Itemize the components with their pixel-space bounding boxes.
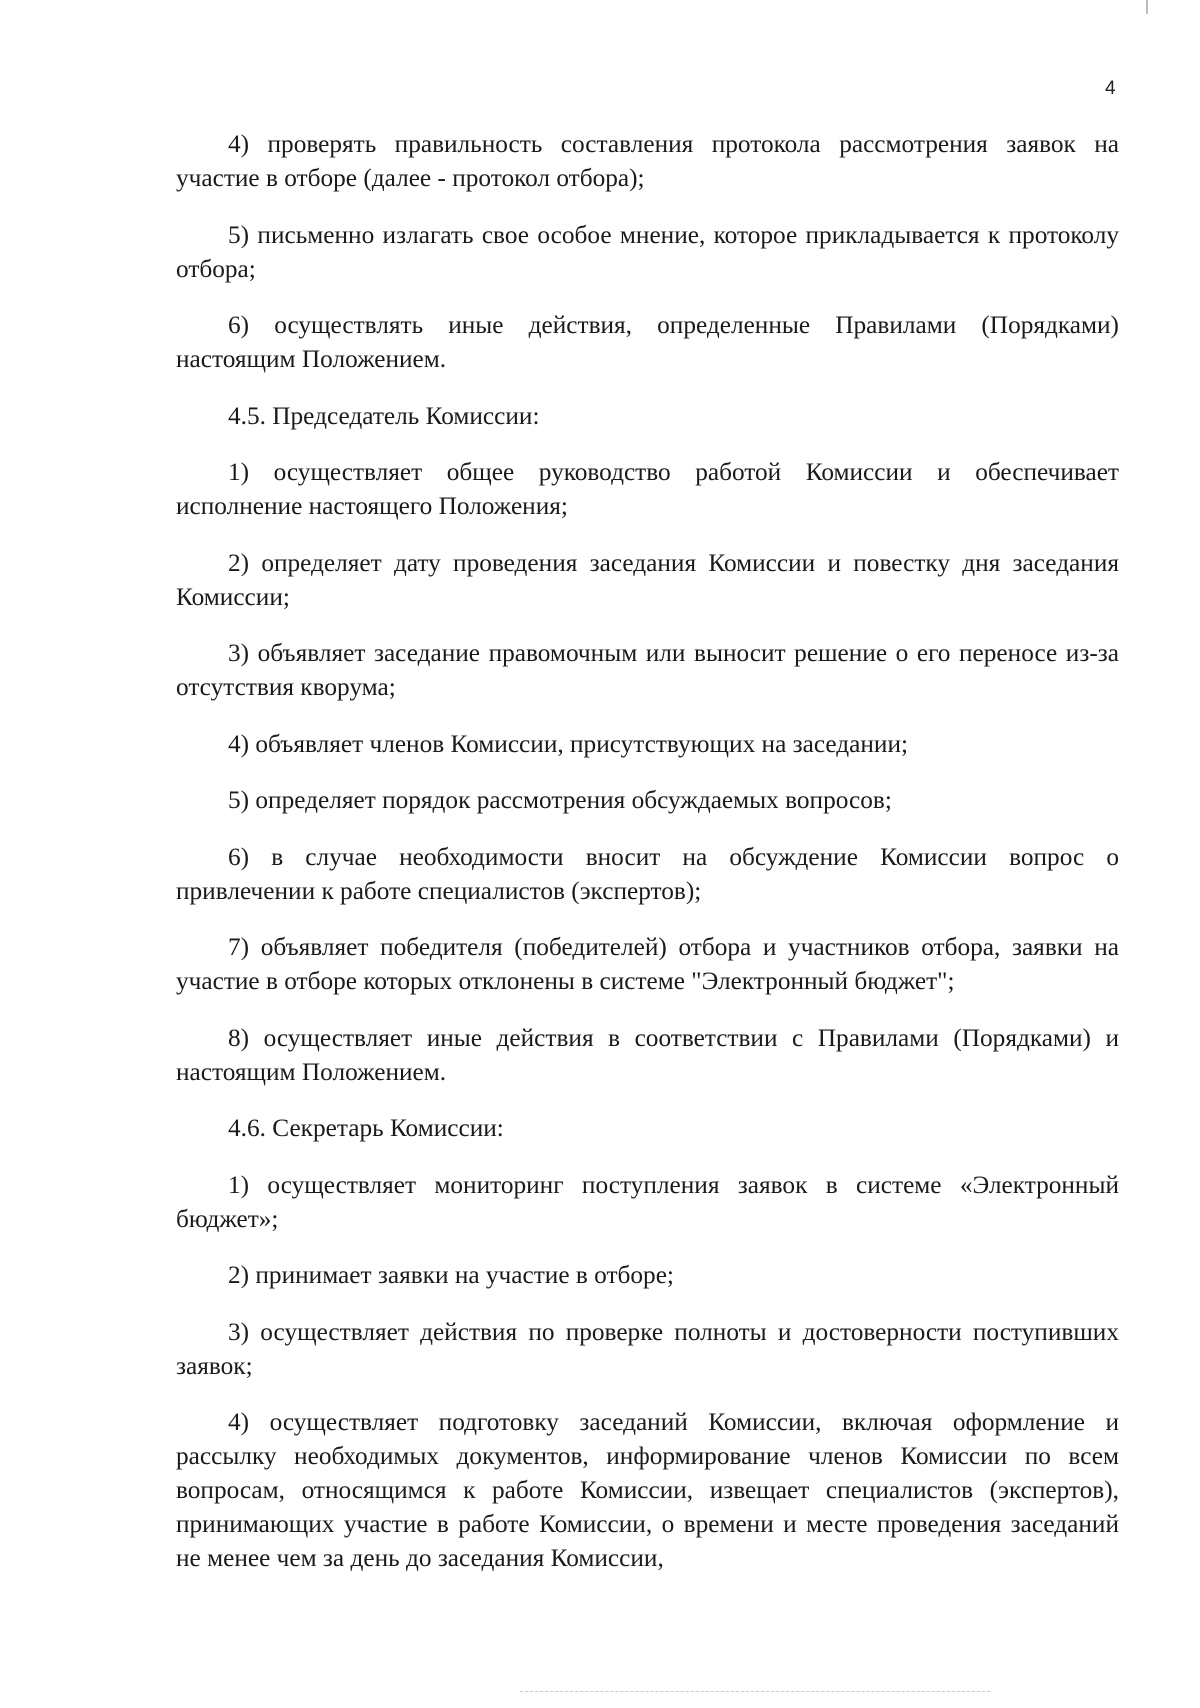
- scan-edge-mark: [1146, 0, 1148, 14]
- paragraph-chairman-5: 5) определяет порядок рассмотрения обсуждаемых вопросов;: [228, 786, 892, 814]
- paragraph-member-right-5: 5) письменно излагать свое особое мнение, которое прикладывается к протоколу отбора;: [176, 220, 1119, 283]
- paragraph-chairman-8: 8) осуществляет иные действия в соответствии с Правилами (Порядками) и настоящим Положением.: [176, 1023, 1119, 1086]
- paragraph-chairman-7: 7) объявляет победителя (победителей) отбора и участников отбора, заявки на участие в отборе которых отклонены в системе "Электронный бюджет";: [176, 933, 1119, 995]
- paragraph-chairman-1: 1) осуществляет общее руководство работой Комиссии и обеспечивает исполнение настоящего Положения;: [176, 458, 1119, 520]
- page-number: 4: [1105, 78, 1116, 99]
- paragraph-chairman-2: 2) определяет дату проведения заседания Комиссии и повестку дня заседания Комиссии;: [176, 548, 1119, 611]
- paragraph-chairman-3: 3) объявляет заседание правомочным или выносит решение о его переносе из-за отсутствия кворума;: [176, 639, 1119, 701]
- paragraph-secretary-2: 2) принимает заявки на участие в отборе;: [228, 1261, 674, 1289]
- document-body: [176, 127, 1119, 1598]
- paragraph-secretary-3: 3) осуществляет действия по проверке полноты и достоверности поступивших заявок;: [176, 1317, 1119, 1380]
- paragraph-member-right-4: 4) проверять правильность составления протокола рассмотрения заявок на участие в отборе (далее - протокол отбора);: [176, 130, 1119, 192]
- section-heading-chairman: 4.5. Председатель Комиссии:: [228, 401, 540, 430]
- section-heading-secretary: 4.6. Секретарь Комиссии:: [228, 1114, 504, 1142]
- scan-edge-mark: [520, 1691, 990, 1692]
- paragraph-member-right-6: 6) осуществлять иные действия, определенные Правилами (Порядками) настоящим Положением.: [176, 311, 1119, 373]
- paragraph-secretary-4: 4) осуществляет подготовку заседаний Комиссии, включая оформление и рассылку необходимых документов, информирование членов Комиссии по всем вопросам, относящимся к работе Комиссии, извещает специалистов (экспертов), принимающих участие в работе Комиссии, о времени и месте проведения заседаний не менее чем за день до заседания Комиссии,: [176, 1408, 1119, 1572]
- paragraph-chairman-6: 6) в случае необходимости вносит на обсуждение Комиссии вопрос о привлечении к работе специалистов (экспертов);: [176, 842, 1119, 905]
- paragraph-chairman-4: 4) объявляет членов Комиссии, присутствующих на заседании;: [228, 729, 909, 758]
- paragraph-secretary-1: 1) осуществляет мониторинг поступления заявок в системе «Электронный бюджет»;: [176, 1170, 1119, 1233]
